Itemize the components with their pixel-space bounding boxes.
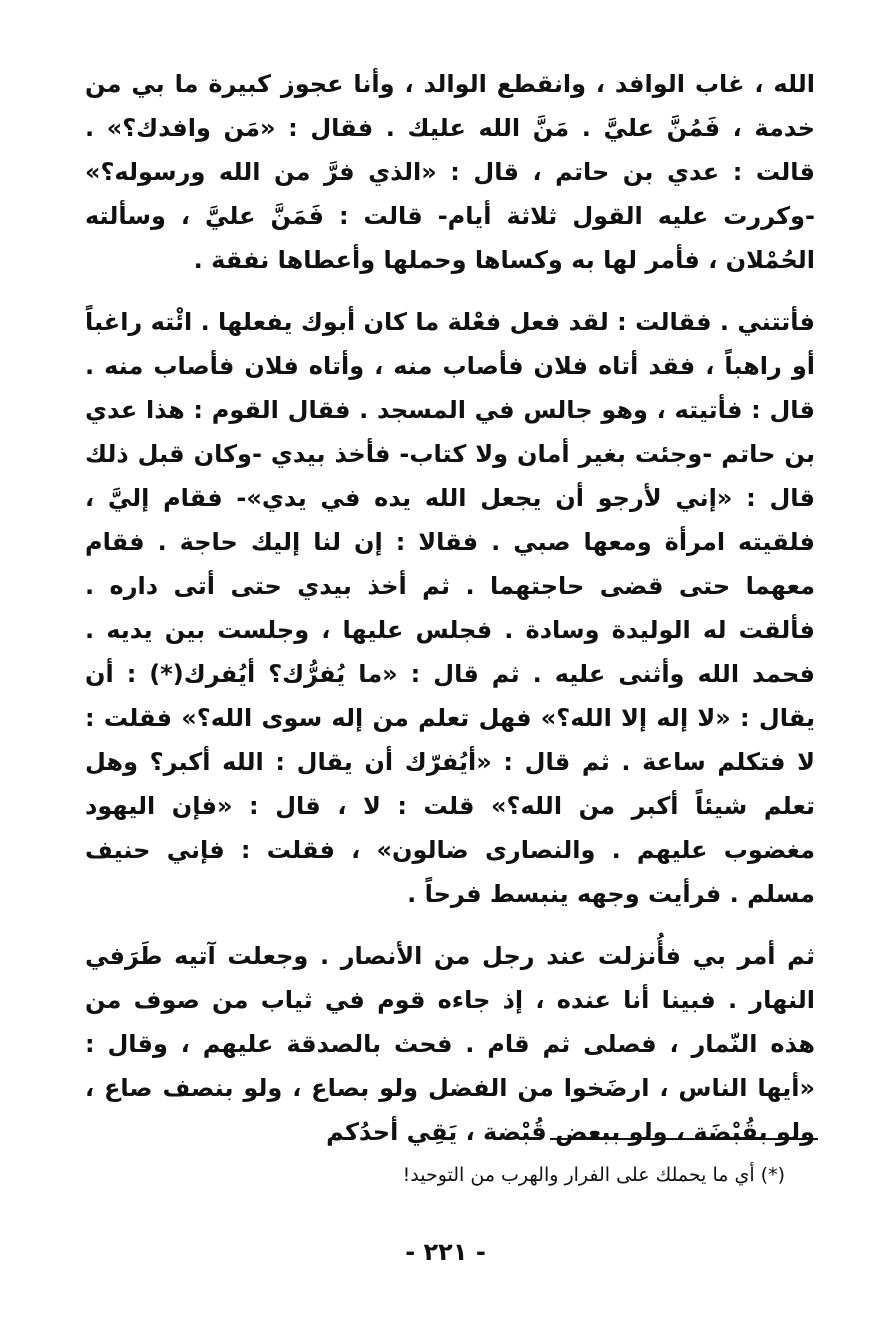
paragraph-2: فأتتني . فقالت : لقد فعل فعْلة ما كان أبوك يفعلها . ائْته راغباً أو راهباً ، فقد أتاه فلان فأصاب منه ، وأتاه فلان فأصاب منه . قال : فأتيته ، وهو جالس في المسجد . فقال القوم : هذا عدي بن حاتم -وجئت بغير أمان ولا كتاب- فأخذ بيدي -وكان قبل ذلك قال : «إني لأرجو أن يجعل الله يده في يدي»- فقام إليَّ ، فلقيته امرأة ومعها صبي . فقالا : إن لنا إليك حاجة . فقام معهما حتى قضى حاجتهما . ثم أخذ بيدي حتى أتى داره . فألقت له الوليدة وسادة . فجلس عليها ، وجلست بين يديه . فحمد الله وأثنى عليه . ثم قال : «ما يُفرُّك؟ أيُفرك(*) : أن يقال : «لا إله إلا الله؟» فهل تعلم من إله سوى الله؟» فقلت : لا فتكلم ساعة . ثم قال : «أيُفرّك أن يقال : الله أكبر؟ وهل تعلم شيئاً أكبر من الله؟» قلت : لا ، قال : «فإن اليهود مغضوب عليهم . والنصارى ضالون» ، فقلت : فإني حنيف مسلم . فرأيت وجهه ينبسط فرحاً . — [85, 308, 815, 908]
paragraph-1: الله ، غاب الوافد ، وانقطع الوالد ، وأنا عجوز كبيرة ما بي من خدمة ، فَمُنَّ عليَّ . مَنَّ الله عليك . فقال : «مَن وافدك؟» . قالت : عدي بن حاتم ، قال : «الذي فرَّ من الله ورسوله؟» -وكررت عليه القول ثلاثة أيام- قالت : فَمَنَّ عليَّ ، وسألته الحُمْلان ، فأمر لها به وكساها وحملها وأعطاها نفقة . — [85, 70, 815, 274]
main-text — [85, 62, 815, 1154]
footnote: (*) أي ما يحملك على الفرار والهرب من التوحيد! — [402, 1164, 785, 1186]
paragraph-3: ثم أمر بي فأُنزلت عند رجل من الأنصار . وجعلت آتيه طَرَفي النهار . فبينا أنا عنده ، إذ جاءه قوم في ثياب من صوف من هذه النّمار ، فصلى ثم قام . فحث بالصدقة عليهم ، وقال : «أيها الناس ، ارضَخوا من الفضل ولو بصاع ، ولو بنصف صاع ، ولو بقُبْضَة ، ولو ببعض قُبْضة ، يَقِي أحدُكم — [85, 942, 815, 1146]
footnote-divider — [550, 1138, 818, 1140]
page-number: - ٢٢١ - — [405, 1238, 486, 1266]
